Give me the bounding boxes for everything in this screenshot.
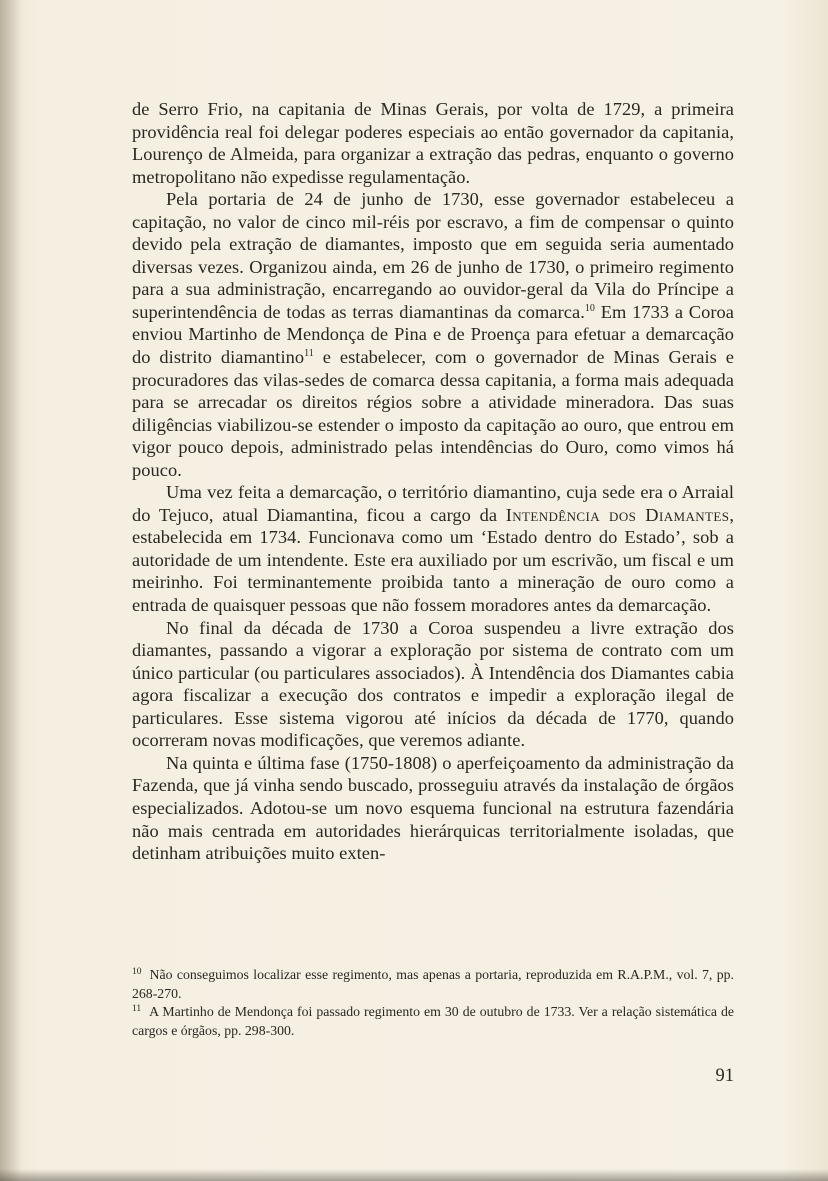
footnote bbox=[132, 1003, 734, 1040]
footnote-ref: 10 bbox=[584, 302, 595, 314]
footnote bbox=[132, 966, 734, 1003]
footnote-number: 10 bbox=[132, 967, 142, 977]
footnotes bbox=[132, 966, 734, 1040]
paragraph-text: de Serro Frio, na capitania de Minas Gerais, por volta de 1729, a primeira providência real foi delegar poderes especiais ao então governador da capitania, Lourenço de Almeida, para organizar a extração das pedras, enquanto o governo metropolitano não expedisse regulamentação. bbox=[132, 99, 734, 187]
paragraph bbox=[132, 617, 734, 752]
footnote-number: 11 bbox=[132, 1004, 142, 1014]
paragraph-text: Pela portaria de 24 de junho de 1730, esse governador estabeleceu a capitação, no valor de cinco mil-réis por escravo, a fim de compensar o quinto devido pela extração de diamantes, imposto que em seguida seria aumentado diversas vezes. Organizou ainda, em 26 de junho de 1730, o primeiro regimento para a sua administração, encarregando ao ouvidor-geral da Vila do Príncipe a superintendência de todas as terras diamantinas da comarca. bbox=[132, 189, 734, 322]
paragraph-text: Em 1733 a Coroa enviou Martinho de Mendonça de Pina e de Proença para efetuar a demarcação do distrito diamantino bbox=[132, 301, 734, 368]
page-gutter-shadow bbox=[0, 0, 22, 1181]
paragraph bbox=[132, 188, 734, 481]
paragraph-text: Na quinta e última fase (1750-1808) o aperfeiçoamento da administração da Fazenda, que já vinha sendo buscado, prosseguiu através da instalação de órgãos especializados. Adotou-se um novo esquema funcional na estrutura fazendária não mais centrada em autoridades hierárquicas territorialmente isoladas, que detinham atribuições muito exten- bbox=[132, 752, 734, 864]
paragraph-text: e estabelecer, com o governador de Minas Gerais e procuradores das vilas-sedes de comarca dessa capitania, a forma mais adequada para se arrecadar os direitos régios sobre a atividade mineradora. Das suas diligências viabilizou-se estender o imposto da capitação ao ouro, que entrou em vigor pouco depois, administrado pelas intendências do Ouro, como vimos há pouco. bbox=[132, 347, 734, 480]
footnote-text: A Martinho de Mendonça foi passado regimento em 30 de outubro de 1733. Ver a relação sistemática de cargos e órgãos, pp. 298-300. bbox=[132, 1004, 734, 1038]
paragraph bbox=[132, 481, 734, 616]
footnote-ref: 11 bbox=[304, 348, 314, 360]
paragraph-text: , estabelecida em 1734. Funcionava como um ‘Estado dentro do Estado’, sob a autoridade de um intendente. Este era auxiliado por um escrivão, um fiscal e um meirinho. Foi terminantemente proibida tanto a mineração de ouro como a entrada de quaisquer pessoas que não fossem moradores antes da demarcação. bbox=[132, 504, 734, 616]
small-caps-term: Intendência dos Diamantes bbox=[505, 504, 730, 525]
page-number: 91 bbox=[715, 1066, 734, 1086]
paragraph-text: No final da década de 1730 a Coroa suspendeu a livre extração dos diamantes, passando a vigorar a exploração por sistema de contrato com um único particular (ou particulares associados). À Intendência dos Diamantes cabia agora fiscalizar a execução dos contratos e impedir a exploração ilegal de particulares. Esse sistema vigorou até inícios da década de 1770, quando ocorreram novas modificações, que veremos adiante. bbox=[132, 617, 734, 751]
paragraph bbox=[132, 98, 734, 188]
footnote-text: Não conseguimos localizar esse regimento, mas apenas a portaria, reproduzida em R.A.P.M., vol. 7, pp. 268-270. bbox=[132, 967, 734, 1001]
paragraph bbox=[132, 752, 734, 865]
page-bottom-edge bbox=[0, 1169, 828, 1181]
paragraph-text: Uma vez feita a demarcação, o território diamantino, cuja sede era o Arraial do Tejuco, atual Diamantina, ficou a cargo da bbox=[132, 482, 734, 525]
body-text bbox=[132, 98, 734, 865]
